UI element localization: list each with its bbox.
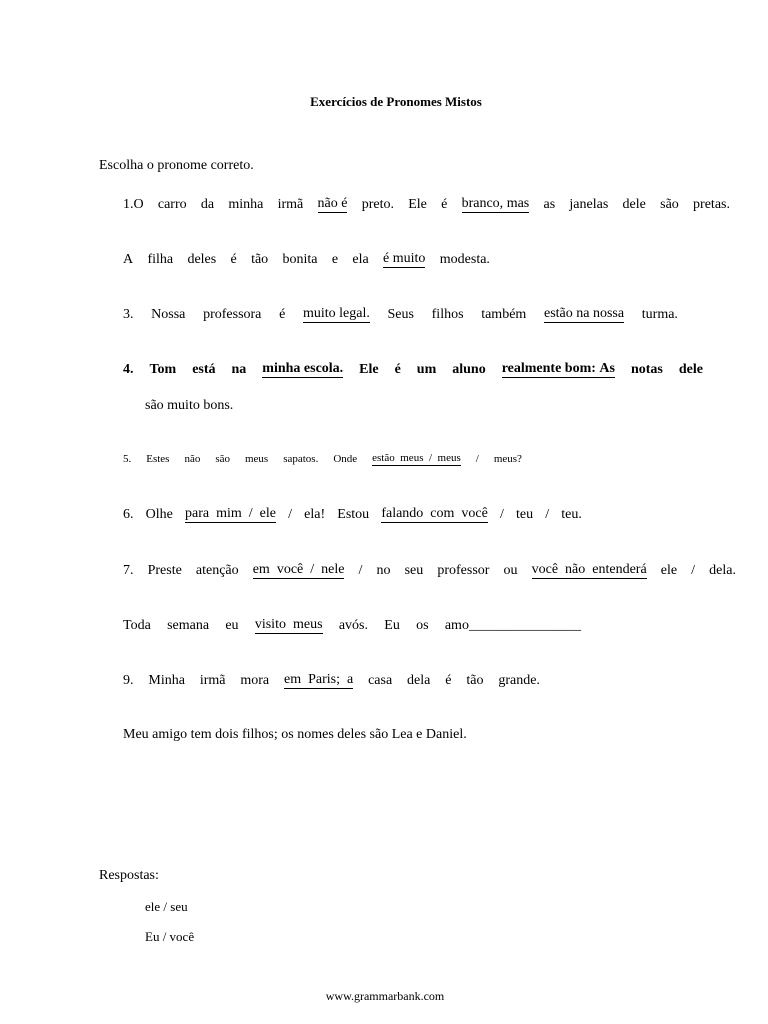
exercise-7	[123, 563, 736, 579]
word: é	[441, 197, 448, 212]
exercise-5	[123, 453, 522, 466]
word: e	[331, 252, 339, 267]
word: 1.O	[123, 197, 144, 212]
word: 6.	[123, 507, 134, 522]
word: aluno	[452, 362, 486, 377]
word: carro	[157, 197, 187, 212]
word: sapatos.	[283, 453, 319, 465]
underlined-phrase: é muito	[383, 251, 426, 266]
word: Onde	[333, 453, 358, 465]
instruction: Escolha o pronome correto.	[99, 158, 254, 173]
word: Olhe	[145, 507, 173, 522]
word: /	[475, 453, 479, 465]
word: na	[231, 362, 247, 377]
word: preto.	[361, 197, 394, 212]
word: Tom	[149, 362, 177, 377]
word: da	[200, 197, 215, 212]
page-title: Exercícios de Pronomes Mistos	[310, 94, 482, 109]
word: /	[358, 563, 363, 578]
word: está	[192, 362, 216, 377]
word: é	[445, 673, 452, 688]
underlined-phrase: estão meus / meus	[372, 452, 461, 464]
underlined-phrase: estão na nossa	[543, 306, 625, 321]
word: Ele	[359, 362, 379, 377]
word: /	[545, 507, 550, 522]
word: Ele	[408, 197, 427, 212]
word: 5.	[123, 453, 132, 465]
word: é	[230, 252, 237, 267]
word: atenção	[195, 563, 239, 578]
word: /	[288, 507, 293, 522]
word: Seus	[387, 307, 414, 322]
exercise-4-continuation: são muito bons.	[145, 398, 234, 413]
word: 3.	[123, 307, 134, 322]
word: semana	[167, 618, 210, 633]
word: grande.	[498, 673, 540, 688]
word: meus	[244, 453, 269, 465]
word: irmã	[277, 197, 304, 212]
word: é	[279, 307, 286, 322]
underlined-phrase: branco, mas	[461, 196, 530, 211]
word: modesta.	[439, 252, 490, 267]
exercise-2	[123, 252, 490, 268]
word: notas	[630, 362, 663, 377]
word: avós.	[338, 618, 368, 633]
word: turma.	[641, 307, 678, 322]
underlined-phrase: minha escola.	[262, 361, 344, 376]
word: tão	[251, 252, 269, 267]
word: pretas.	[693, 197, 730, 212]
word: /	[691, 563, 696, 578]
word: ou	[503, 563, 518, 578]
word: professora	[203, 307, 262, 322]
underlined-phrase: falando com você	[381, 506, 488, 521]
exercise-6	[123, 507, 582, 523]
word: Nossa	[151, 307, 186, 322]
word: é	[394, 362, 401, 377]
underlined-phrase: em Paris; a	[283, 672, 354, 687]
word: filhos	[431, 307, 464, 322]
word: ele	[660, 563, 678, 578]
word: Preste	[147, 563, 182, 578]
word: irmã	[199, 673, 226, 688]
word: meus?	[493, 453, 522, 465]
word: dela	[407, 673, 431, 688]
word: são	[215, 453, 230, 465]
word: /	[499, 507, 504, 522]
word: bonita	[282, 252, 318, 267]
word: filha	[147, 252, 174, 267]
exercise-3	[123, 307, 678, 323]
exercise-9	[123, 673, 540, 689]
exercise-4	[123, 362, 703, 378]
word: 7.	[123, 563, 134, 578]
word: minha	[228, 197, 264, 212]
underlined-phrase: visito meus	[254, 617, 323, 632]
word: também	[481, 307, 527, 322]
word: dele	[622, 197, 646, 212]
word: 9.	[123, 673, 134, 688]
answers-title: Respostas:	[99, 868, 159, 883]
word: eu	[225, 618, 239, 633]
word: as	[543, 197, 556, 212]
word: deles	[187, 252, 217, 267]
word: não	[184, 453, 201, 465]
word: mora	[240, 673, 270, 688]
underlined-phrase: realmente bom: As	[501, 361, 615, 376]
exercise-1	[123, 197, 730, 213]
word: A	[123, 252, 134, 267]
answer-1: ele / seu	[145, 899, 188, 914]
word: Estou	[337, 507, 370, 522]
word: Estes	[146, 453, 170, 465]
exercise-8	[123, 618, 581, 634]
word: são	[660, 197, 679, 212]
word: janelas	[569, 197, 609, 212]
word: um	[416, 362, 437, 377]
word: teu.	[561, 507, 582, 522]
word: teu	[516, 507, 534, 522]
underlined-phrase: não é	[317, 196, 348, 211]
word: dele	[678, 362, 703, 377]
word: Toda	[123, 618, 151, 633]
underlined-phrase: em você / nele	[252, 562, 345, 577]
word: Eu	[384, 618, 400, 633]
word: ela	[352, 252, 369, 267]
word: dela.	[709, 563, 736, 578]
word: amo________________	[444, 618, 581, 633]
word: os	[416, 618, 429, 633]
word: tão	[466, 673, 484, 688]
word: professor	[437, 563, 490, 578]
underlined-phrase: muito legal.	[302, 306, 370, 321]
word: no	[376, 563, 391, 578]
footer-url[interactable]: www.grammarbank.com	[325, 989, 445, 1003]
word: seu	[404, 563, 424, 578]
answer-2: Eu / você	[145, 929, 195, 944]
word: Minha	[148, 673, 185, 688]
underlined-phrase: você não entenderá	[531, 562, 647, 577]
exercise-10: Meu amigo tem dois filhos; os nomes deles são Lea e Daniel.	[123, 727, 467, 742]
word: ela!	[304, 507, 326, 522]
underlined-phrase: para mim / ele	[185, 506, 276, 521]
word: casa	[368, 673, 393, 688]
word: 4.	[123, 362, 134, 377]
